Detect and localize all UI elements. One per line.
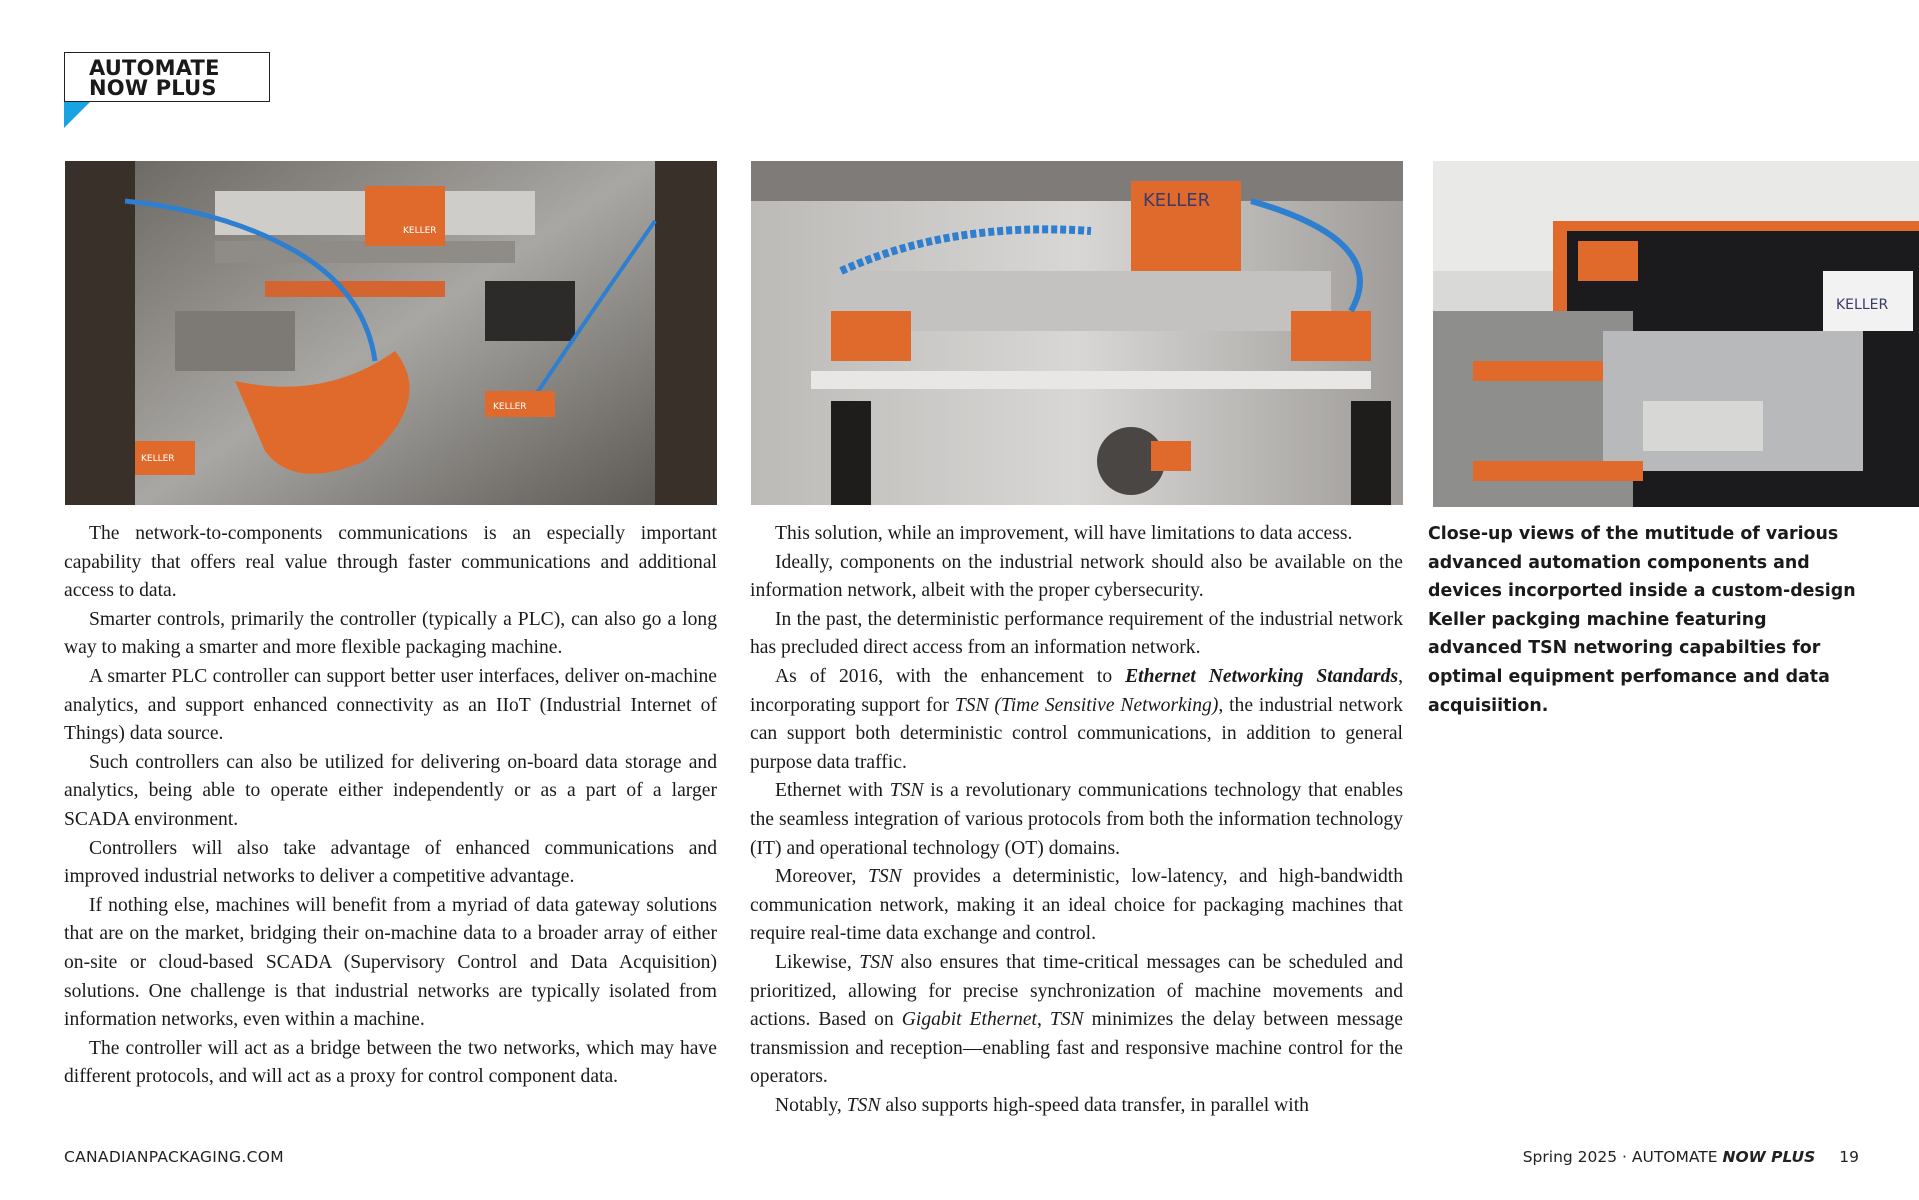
footer-issue-text: Spring 2025 · AUTOMATE [1522, 1148, 1723, 1166]
text-run: As of 2016, with the enhancement to [775, 665, 1126, 687]
paragraph: Smarter controls, primarily the controller (typically a PLC), can also go a long way to making a smarter and more flexible packaging machine. [64, 608, 717, 659]
machine-photo-2 [751, 161, 1403, 505]
paragraph [750, 863, 1403, 949]
paragraph: In the past, the deterministic performance requirement of the industrial network has precluded direct access from an information network. [750, 608, 1403, 659]
emphasis-term: TSN (Time Sensitive Networking) [954, 694, 1219, 716]
text-run: also supports high-speed data transfer, in parallel with [880, 1094, 1309, 1116]
emphasis-term: Ethernet Networking Standards [1125, 665, 1399, 687]
emphasis-term: TSN [889, 780, 924, 802]
text-run: , incorporating support for [750, 665, 1403, 716]
footer-brand: NOW PLUS [1722, 1148, 1816, 1166]
keller-sign: KELLER [403, 226, 437, 236]
machine-photo-3 [1433, 161, 1919, 507]
text-run: Ethernet with [775, 780, 890, 802]
paragraph: Ideally, components on the industrial network should also be available on the information network, albeit with the proper cybersecurity. [750, 551, 1403, 602]
machine-photo-1 [65, 161, 717, 505]
footer-issue [1523, 1148, 1859, 1166]
badge-line-1: AUTOMATE [89, 56, 220, 80]
text-run: also ensures that time-critical messages can be scheduled and prioritized, allowing for precise synchronization of machine movements and actions. Based on [750, 951, 1403, 1031]
emphasis-term: TSN [1049, 1009, 1084, 1031]
emphasis-term: TSN [846, 1094, 881, 1116]
section-badge [64, 52, 270, 102]
text-run: , the industrial network can support both deterministic control communications, in addition to general purpose data traffic. [750, 694, 1403, 773]
paragraph [750, 663, 1403, 777]
paragraph: The controller will act as a bridge between the two networks, which may have different protocols, and will act as a proxy for control component data. [64, 1037, 717, 1088]
paragraph: If nothing else, machines will benefit from a myriad of data gateway solutions that are on the market, bridging their on-machine data to a broader array of either on-site or cloud-based SCADA (Supervisory Control and Data Acquisition) solutions. One challenge is that industrial networks are typically isolated from information networks, even within a machine. [64, 894, 717, 1031]
badge-line-2: NOW PLUS [89, 76, 217, 100]
paragraph: A smarter PLC controller can support better user interfaces, deliver on-machine analytics, and support enhanced connectivity as an IIoT (Industrial Internet of Things) data source. [64, 665, 717, 745]
text-run: minimizes the delay between message transmission and reception—enabling fast and responsive machine control for the operators. [750, 1009, 1403, 1088]
article-column-2 [750, 520, 1403, 1120]
photo-caption: Close-up views of the mutitude of various advanced automation components and devices incorported inside a custom-design Keller packging machine featuring advanced TSN networing capabilties for optimal equipment perfomance and data acquisiition. [1428, 524, 1856, 716]
keller-sign: KELLER [1836, 297, 1889, 313]
paragraph [750, 1092, 1403, 1121]
emphasis-term: TSN [859, 951, 894, 973]
footer-site: CANADIANPACKAGING.COM [64, 1148, 284, 1166]
emphasis-term: TSN [867, 866, 902, 888]
badge-corner-accent [64, 102, 90, 128]
keller-sign: KELLER [141, 454, 175, 464]
paragraph [750, 777, 1403, 863]
text-run: is a revolutionary communications technology that enables the seamless integration of various protocols from both the information technology (IT) and operational technology (OT) domains. [750, 780, 1403, 859]
article-column-1 [64, 520, 717, 1092]
paragraph: Such controllers can also be utilized for delivering on-board data storage and analytics, being able to operate either independently or as a part of a larger SCADA environment. [64, 751, 717, 830]
text-run: provides a deterministic, low-latency, and high-bandwidth communication network, making it an ideal choice for packaging machines that require real-time data exchange and control. [750, 866, 1403, 945]
paragraph: The network-to-components communications is an especially important capability that offers real value through faster communications and additional access to data. [64, 523, 717, 602]
page-number: 19 [1839, 1148, 1859, 1166]
keller-sign: KELLER [493, 402, 527, 412]
text-run: , [1037, 1009, 1050, 1031]
text-run: Notably, [775, 1094, 847, 1116]
text-run: Likewise, [775, 951, 860, 973]
emphasis-term: Gigabit Ethernet [901, 1009, 1038, 1031]
paragraph [750, 949, 1403, 1092]
paragraph: This solution, while an improvement, will have limitations to data access. [775, 523, 1353, 544]
text-run: Moreover, [775, 866, 868, 888]
keller-sign: KELLER [1143, 190, 1211, 211]
paragraph: Controllers will also take advantage of enhanced communications and improved industrial networks to deliver a competitive advantage. [64, 837, 717, 888]
